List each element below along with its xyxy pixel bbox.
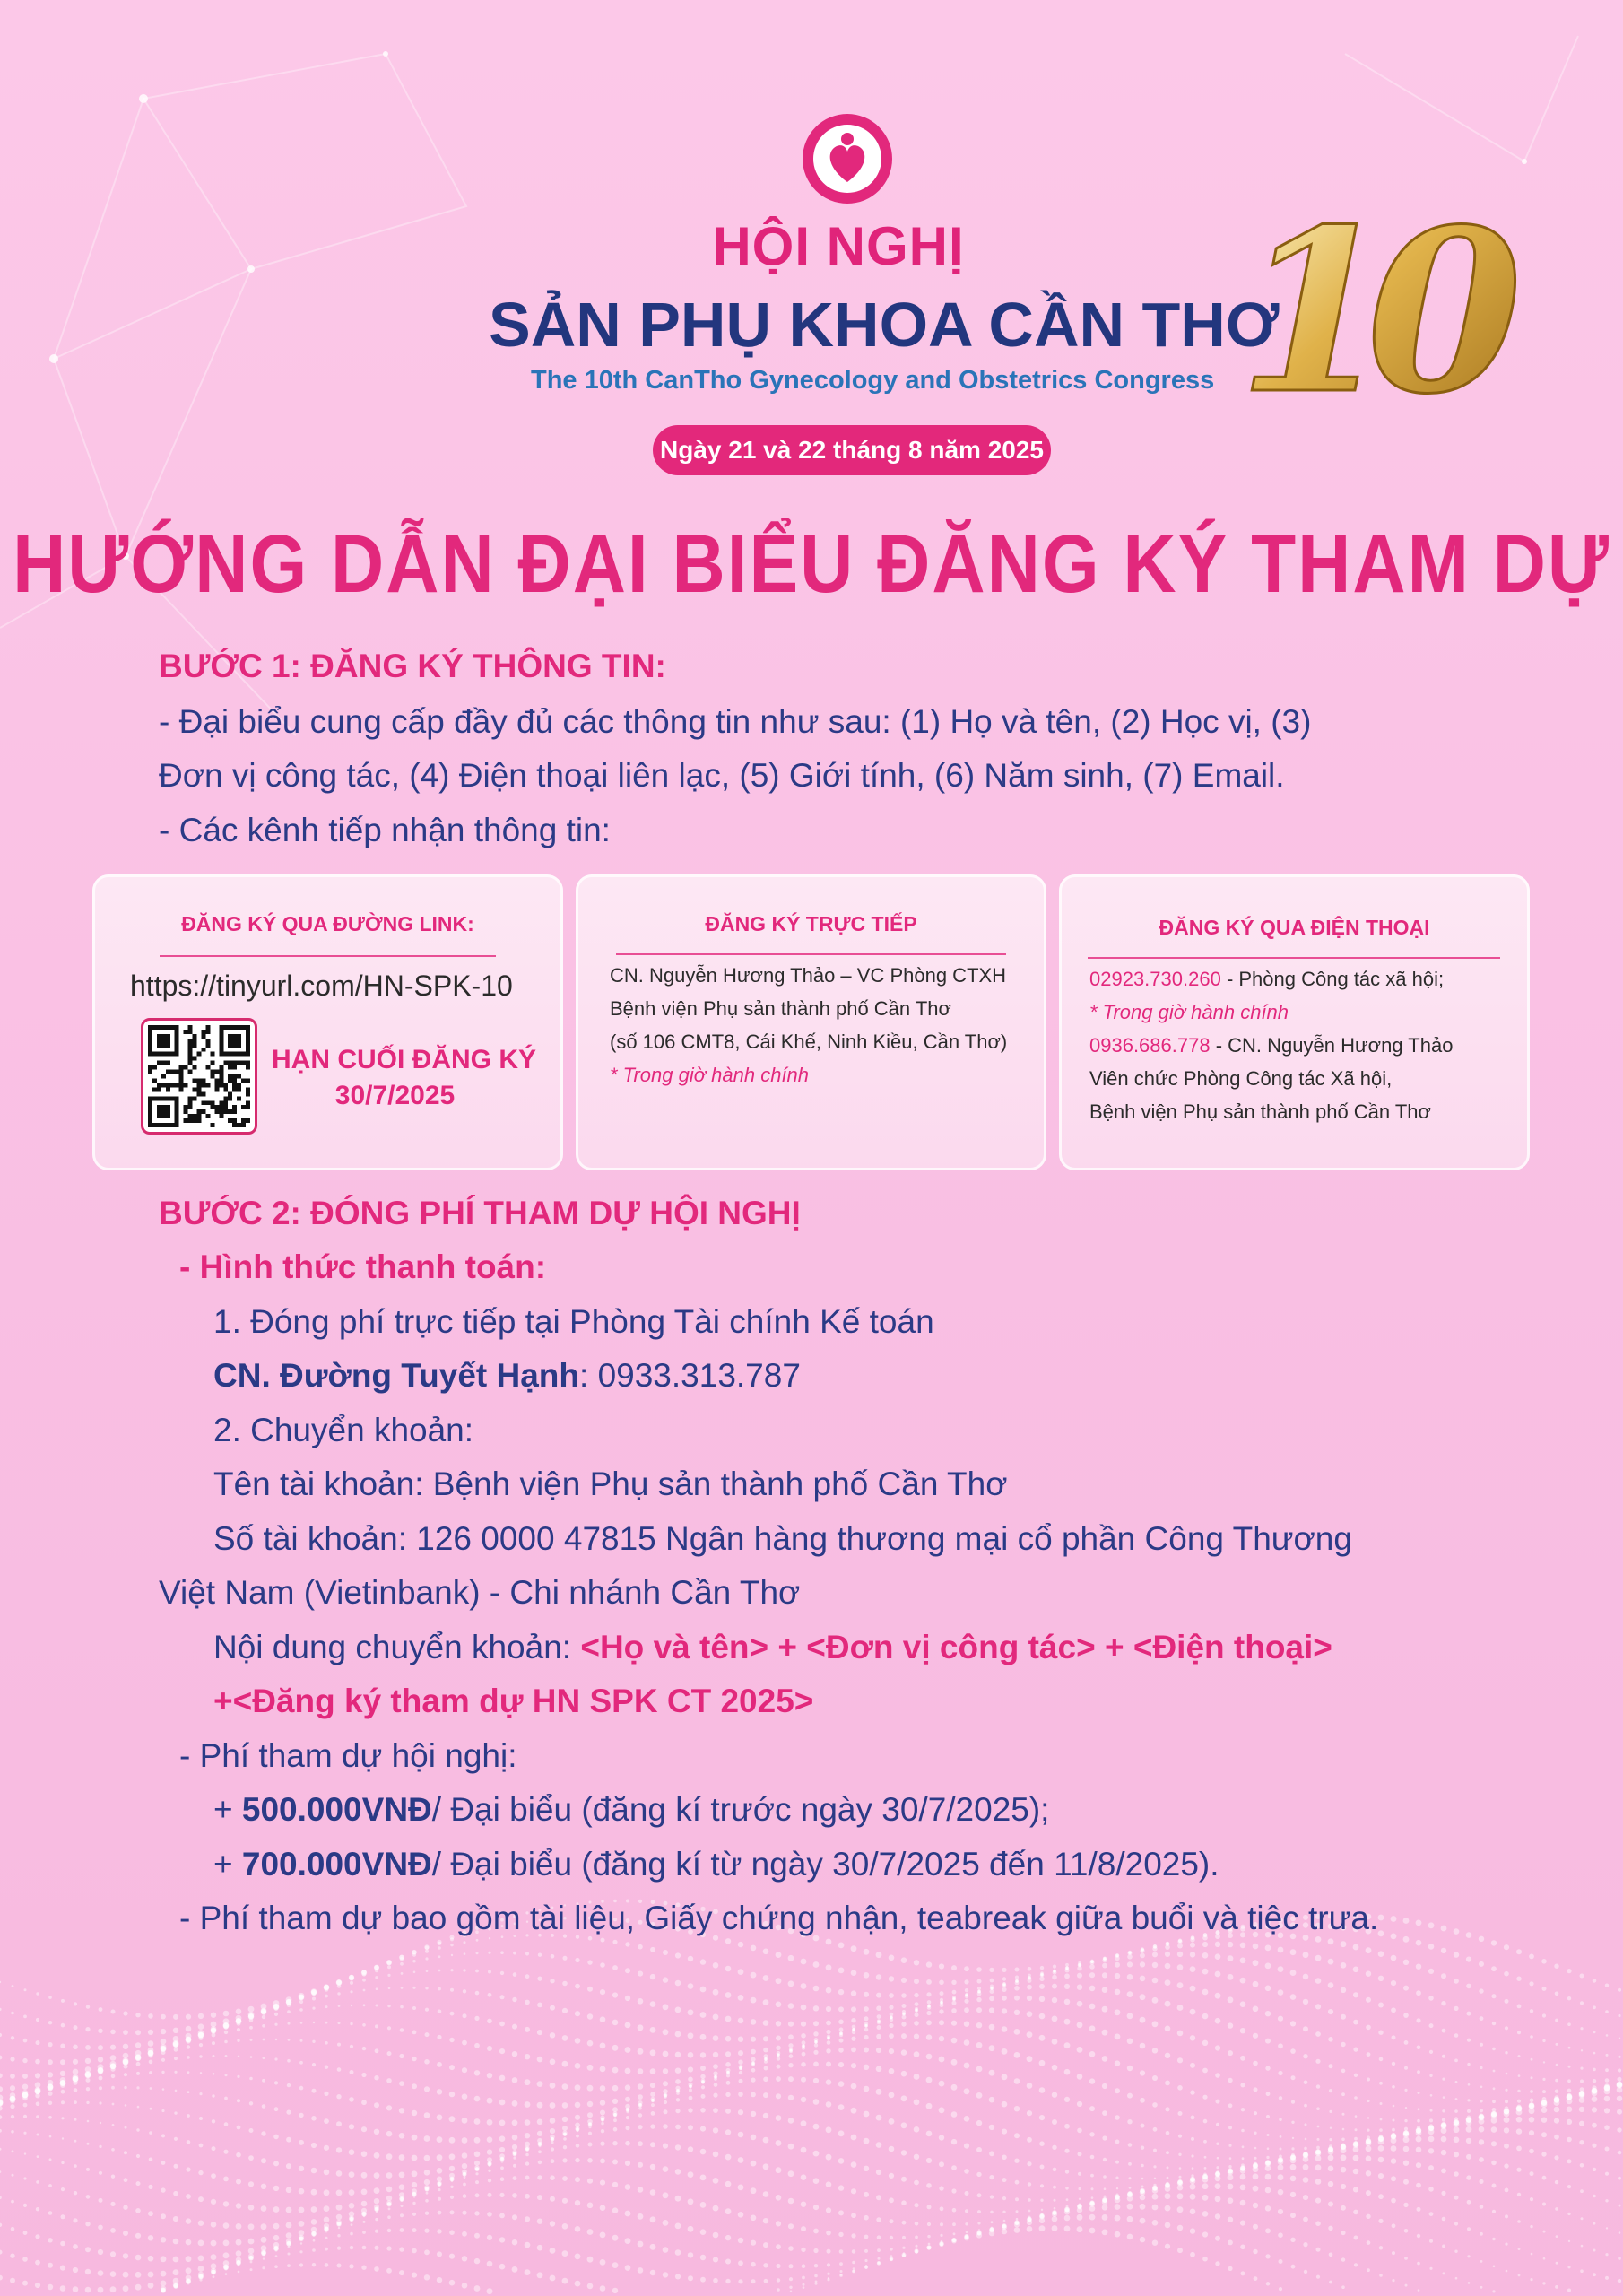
step1-heading: BƯỚC 1: ĐĂNG KÝ THÔNG TIN: [159,648,666,684]
payment-contact-phone: : 0933.313.787 [579,1357,801,1394]
fee-early: + 500.000VNĐ/ Đại biểu (đăng kí trước ngày 30/7/2025); [213,1791,1050,1828]
step2-heading: BƯỚC 2: ĐÓNG PHÍ THAM DỰ HỘI NGHỊ [159,1195,801,1231]
transfer-content: Nội dung chuyển khoản: <Họ và tên> + <Đơn vị công tác> + <Điện thoại> [213,1629,1332,1665]
account-number: Số tài khoản: 126 0000 47815 Ngân hàng thương mại cổ phần Công Thương [213,1520,1352,1557]
fee-includes: - Phí tham dự bao gồm tài liệu, Giấy chứng nhận, teabreak giữa buổi và tiệc trưa. [179,1900,1379,1936]
congress-title-line1: HỘI NGHỊ [712,216,965,276]
fee-late-amount: 700.000VNĐ [241,1846,432,1883]
phone-office-hours: * Trong giờ hành chính [1089,1001,1289,1023]
direct-office-hours: * Trong giờ hành chính [610,1064,810,1086]
direct-contact: CN. Nguyễn Hương Thảo – VC Phòng CTXH [610,964,1007,987]
step1-line3: - Các kênh tiếp nhận thông tin: [159,812,611,848]
direct-address: (số 106 CMT8, Cái Khế, Ninh Kiều, Cần Thơ) [610,1031,1008,1053]
transfer-content-format-2: +<Đăng ký tham dự HN SPK CT 2025> [213,1683,814,1719]
card-direct-title: ĐĂNG KÝ TRỰC TIẾP [705,912,917,935]
payment-contact [213,1357,801,1395]
phone-line-1: 02923.730.260 - Phòng Công tác xã hội; [1089,968,1445,990]
transfer-content-format: <Họ và tên> + <Đơn vị công tác> + <Điện thoại> [580,1629,1332,1665]
guide-title: HƯỚNG DẪN ĐẠI BIỂU ĐĂNG KÝ THAM DỰ [13,518,1610,611]
direct-hospital: Bệnh viện Phụ sản thành phố Cần Thơ [610,997,951,1020]
card-link-divider [160,955,496,957]
fee-late: + 700.000VNĐ/ Đại biểu (đăng kí từ ngày 30/7/2025 đến 11/8/2025). [213,1846,1219,1883]
payment-method-heading: - Hình thức thanh toán: [179,1248,547,1285]
bank-branch: Việt Nam (Vietinbank) - Chi nhánh Cần Thơ [159,1574,801,1611]
card-register-direct [576,874,1046,1170]
card-phone-title: ĐĂNG KÝ QUA ĐIỆN THOẠI [1159,916,1430,939]
phone-hospital: Bệnh viện Phụ sản thành phố Cần Thơ [1089,1100,1431,1123]
card-direct-divider [616,953,1006,955]
card-phone-divider [1088,957,1500,959]
congress-subtitle: The 10th CanTho Gynecology and Obstetrics Congress [531,366,1215,395]
edition-number-graphic [1228,179,1496,443]
payment-option-2: 2. Chuyển khoản: [213,1412,474,1448]
edition-number: 10 [1237,179,1496,443]
phone-line-2: 0936.686.778 - CN. Nguyễn Hương Thảo [1089,1034,1454,1057]
step1-line1: - Đại biểu cung cấp đầy đủ các thông tin như sau: (1) Họ và tên, (2) Học vị, (3) [159,703,1312,740]
registration-link[interactable]: https://tinyurl.com/HN-SPK-10 [130,970,513,1002]
phone-number-2[interactable]: 0936.686.778 [1089,1034,1211,1057]
payment-contact-name: CN. Đường Tuyết Hạnh [213,1357,580,1394]
deadline-label: HẠN CUỐI ĐĂNG KÝ [272,1045,537,1074]
fee-heading: - Phí tham dự hội nghị: [179,1737,517,1774]
date-badge: Ngày 21 và 22 tháng 8 năm 2025 [653,425,1051,475]
fee-early-amount: 500.000VNĐ [241,1791,432,1828]
step1-line2: Đơn vị công tác, (4) Điện thoại liên lạc, (5) Giới tính, (6) Năm sinh, (7) Email. [159,757,1285,794]
qr-code-icon[interactable] [141,1018,257,1135]
hospital-logo-icon [801,112,894,205]
payment-option-1: 1. Đóng phí trực tiếp tại Phòng Tài chính Kế toán [213,1303,934,1340]
card-link-title: ĐĂNG KÝ QUA ĐƯỜNG LINK: [181,912,474,935]
phone-role: Viên chức Phòng Công tác Xã hội, [1089,1067,1393,1090]
deadline-date: 30/7/2025 [334,1081,456,1110]
card-register-phone [1059,874,1530,1170]
phone-number-1[interactable]: 02923.730.260 [1089,968,1221,990]
account-name: Tên tài khoản: Bệnh viện Phụ sản thành phố Cần Thơ [213,1465,1008,1502]
congress-title-line2: SẢN PHỤ KHOA CẦN THƠ [489,290,1280,360]
